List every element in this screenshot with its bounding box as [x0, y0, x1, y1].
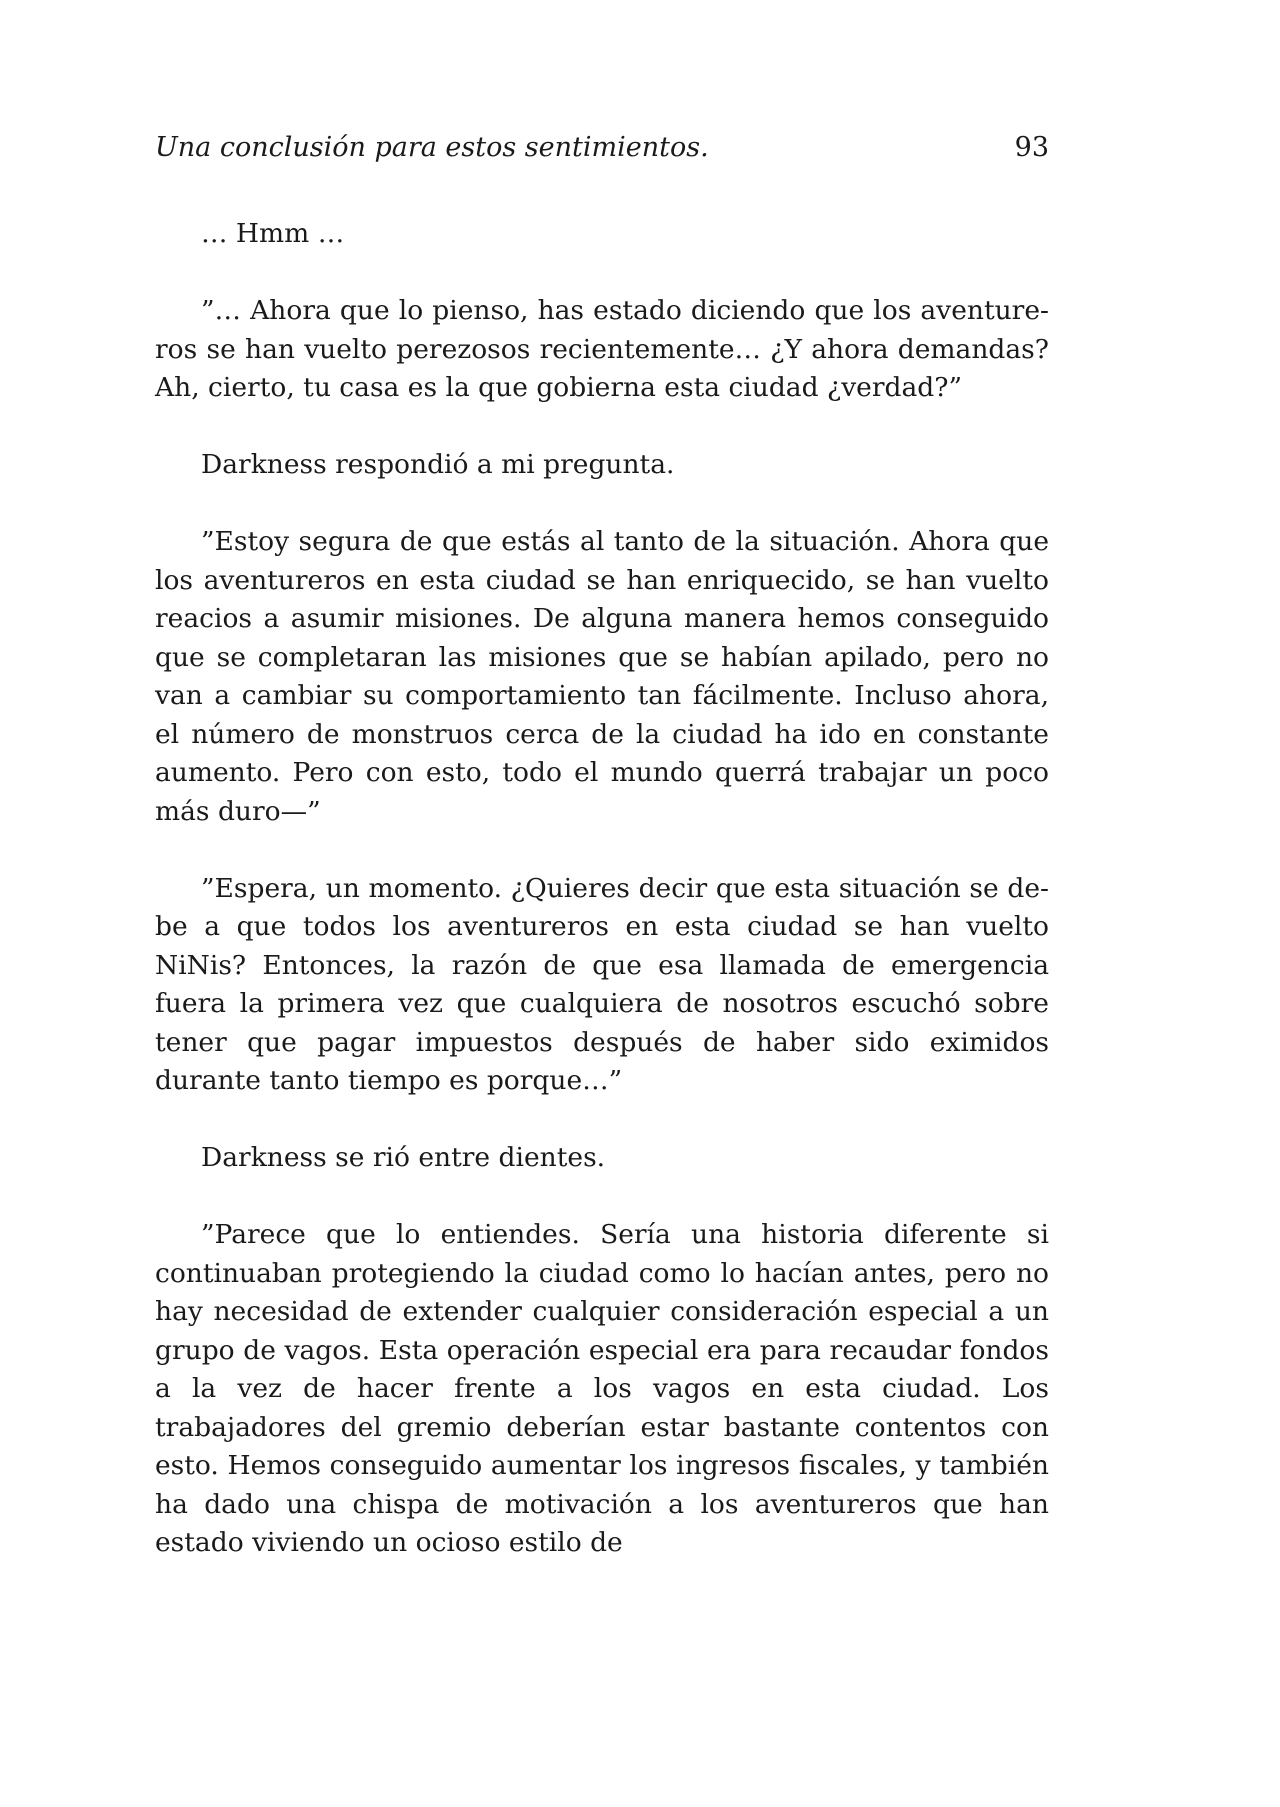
- paragraph-dialogue-4: ”Parece que lo entiendes. Sería una historia diferente si continuaban protegiendo la ciudad como lo hacían antes, pero no hay necesidad de extender cualquier consideración especial a un grupo de vagos. Esta operación especial era para recaudar fondos a la vez de hacer frente a los vagos en esta ciudad. Los trabajadores del gremio deberían estar bastante contentos con esto. Hemos conseguido aumentar los ingresos fiscales, y también ha dado una chispa de motivación a los aventureros que han estado viviendo un ocioso estilo de: [155, 1219, 1049, 1558]
- paragraph-dialogue-3: ”Espera, un momento. ¿Quieres decir que esta situación se debe a que todos los aventureros en esta ciudad se han vuelto NiNis? Entonces, la razón de que esa llamada de emergencia fuera la primera vez que cualquiera de nosotros escuchó sobre tener que pagar impuestos después de haber sido eximidos durante tanto tiempo es porque…”: [155, 872, 1049, 1096]
- paragraph-narration-2: Darkness se rió entre dientes.: [201, 1142, 606, 1173]
- paragraph-narration-1: Darkness respondió a mi pregunta.: [201, 449, 675, 480]
- paragraph-dialogue-2: ”Estoy segura de que estás al tanto de la situación. Ahora que los aventureros en esta ciudad se han enriquecido, se han vuelto reacios a asumir misiones. De alguna manera hemos conseguido que se completaran las misiones que se habían apilado, pero no van a cambiar su comportamiento tan fácilmente. Incluso ahora, el número de monstruos cerca de la ciudad ha ido en constante aumento. Pero con esto, todo el mundo querrá trabajar un poco más duro—”: [155, 526, 1049, 827]
- running-title: Una conclusión para estos sentimientos.: [155, 132, 709, 163]
- page-number: 93: [1014, 132, 1049, 163]
- paragraph-hmm: … Hmm …: [201, 218, 345, 249]
- running-head: [155, 128, 1049, 168]
- body-text: [155, 215, 1049, 1563]
- paragraph-dialogue-1: ”… Ahora que lo pienso, has estado diciendo que los aventureros se han vuelto perezosos recientemente… ¿Y ahora demandas? Ah, cierto, tu casa es la que gobierna esta ciudad ¿verdad?”: [155, 295, 1049, 403]
